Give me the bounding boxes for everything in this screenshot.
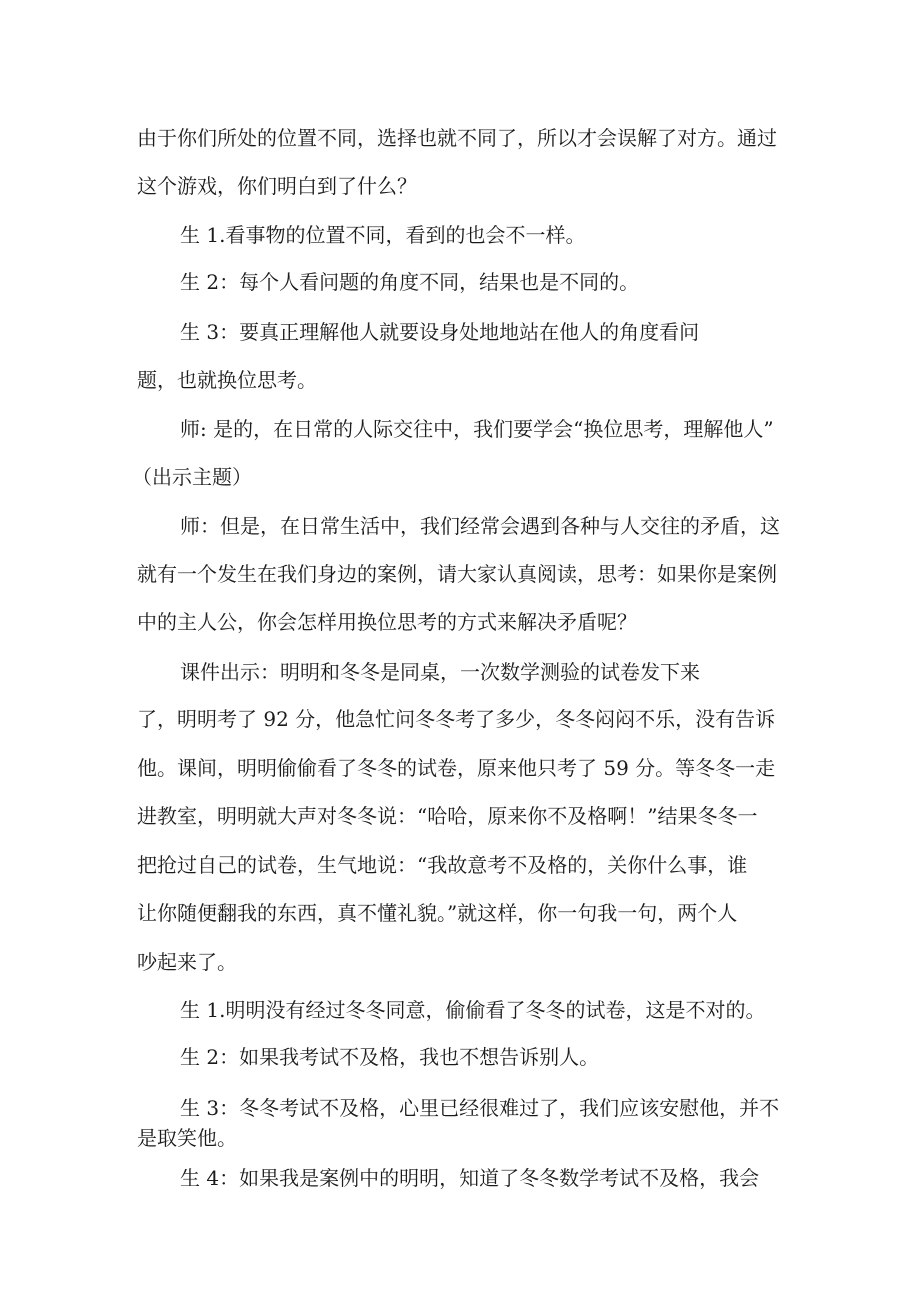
text-line: 生 3：冬冬考试不及格，心里已经很难过了，我们应该安慰他，并不: [180, 1096, 780, 1120]
text-line: 让你随便翻我的东西，真不懂礼貌。”就这样，你一句我一句，两个人: [137, 901, 738, 925]
text-line: 这个游戏，你们明白到了什么？: [137, 174, 417, 198]
text-line: 把抢过自己的试卷，生气地说：“我故意考不及格的，关你什么事，谁: [137, 853, 748, 877]
text-line: 题，也就换位思考。: [137, 368, 317, 392]
text-line: 生 1.明明没有经过冬冬同意，偷偷看了冬冬的试卷，这是不对的。: [180, 998, 766, 1022]
text-line: 进教室，明明就大声对冬冬说：“哈哈，原来你不及格啊！”结果冬冬一: [137, 804, 758, 828]
text-line: 吵起来了。: [137, 950, 237, 974]
text-line: 课件出示：明明和冬冬是同桌，一次数学测验的试卷发下来: [180, 660, 700, 684]
text-line: 他。课间，明明偷偷看了冬冬的试卷，原来他只考了 59 分。等冬冬一走: [137, 756, 776, 780]
text-line: 生 2：每个人看问题的角度不同，结果也是不同的。: [180, 270, 640, 294]
text-line: 就有一个发生在我们身边的案例，请大家认真阅读，思考：如果你是案例: [137, 562, 777, 586]
text-line: 生 4：如果我是案例中的明明，知道了冬冬数学考试不及格，我会: [180, 1166, 760, 1190]
text-line: 生 2：如果我考试不及格，我也不想告诉别人。: [180, 1045, 600, 1069]
text-line: 生 1.看事物的位置不同，看到的也会不一样。: [180, 223, 586, 247]
text-line: 了，明明考了 92 分，他急忙问冬冬考了多少，冬冬闷闷不乐，没有告诉: [137, 707, 776, 731]
text-line: 由于你们所处的位置不同，选择也就不同了，所以才会误解了对方。通过: [137, 126, 777, 150]
text-line: 师：但是，在日常生活中，我们经常会遇到各种与人交往的矛盾，这: [180, 514, 780, 538]
text-line: 是取笑他。: [137, 1126, 237, 1150]
text-line: 生 3：要真正理解他人就要设身处地地站在他人的角度看问: [180, 320, 700, 344]
text-line: 师: 是的，在日常的人际交往中，我们要学会“换位思考，理解他人”: [180, 417, 774, 441]
text-line: 中的主人公，你会怎样用换位思考的方式来解决矛盾呢？: [137, 610, 637, 634]
text-line: （出示主题）: [132, 465, 252, 489]
